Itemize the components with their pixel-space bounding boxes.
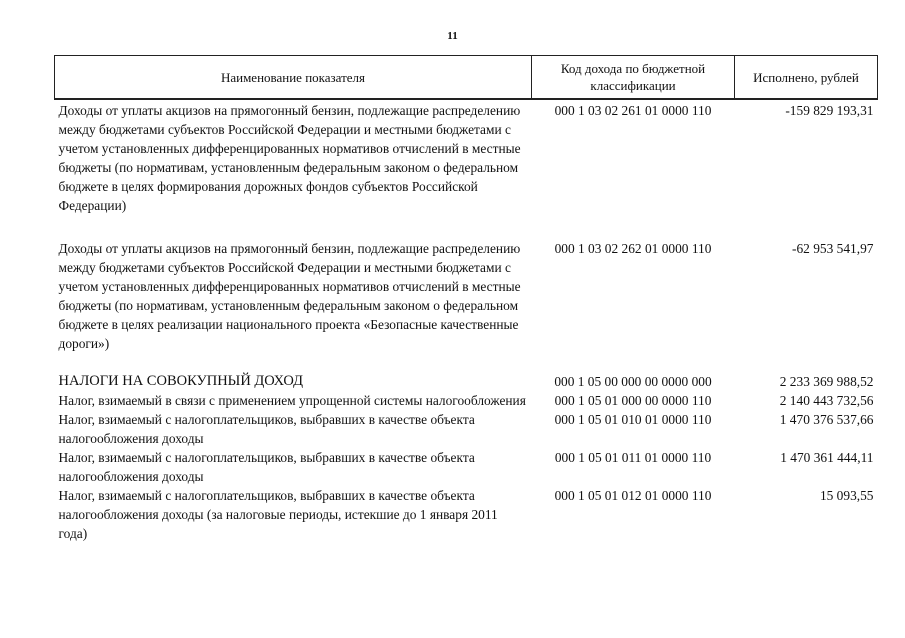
table-row (55, 239, 878, 372)
row-code: 000 1 05 01 012 01 0000 110 (554, 488, 712, 503)
row-value: 1 470 376 537,66 (779, 412, 874, 427)
row-name: НАЛОГИ НА СОВОКУПНЫЙ ДОХОД (58, 373, 304, 389)
row-value: -159 829 193,31 (785, 103, 874, 118)
table-row (55, 486, 878, 543)
table-header-row (55, 56, 878, 100)
table-row (55, 410, 878, 448)
header-executed-amount: Исполнено, рублей (735, 56, 878, 100)
header-revenue-code: Код дохода по бюджетной классификации (532, 56, 735, 100)
row-code: 000 1 03 02 262 01 0000 110 (554, 241, 712, 256)
row-value: 2 140 443 732,56 (779, 393, 874, 408)
row-code: 000 1 05 01 000 00 0000 110 (554, 393, 712, 408)
table-row (55, 99, 878, 239)
row-value: -62 953 541,97 (792, 241, 874, 256)
row-code: 000 1 05 01 011 01 0000 110 (554, 450, 712, 465)
row-name: Налог, взимаемый с налогоплательщиков, выбравших в качестве объекта налогообложения доходы (за налоговые периоды, истекшие до 1 января 2011 года) (58, 488, 498, 541)
page-number: 11 (447, 30, 458, 42)
row-value: 1 470 361 444,11 (780, 450, 874, 465)
row-name: Налог, взимаемый с налогоплательщиков, выбравших в качестве объекта налогообложения доходы (58, 412, 475, 446)
revenue-table (54, 55, 878, 543)
row-name: Доходы от уплаты акцизов на прямогонный бензин, подлежащие распределению между бюджетами субъектов Российской Федерации и местными бюджетами с учетом установленных дифференцированных нормативов отчислений в местные бюджеты (по нормативам, установленным федеральным законом о федеральном бюджете в целях реализации национального проекта «Безопасные качественные дороги») (58, 241, 521, 351)
row-name: Доходы от уплаты акцизов на прямогонный бензин, подлежащие распределению между бюджетами субъектов Российской Федерации и местными бюджетами с учетом установленных дифференцированных нормативов отчислений в местные бюджеты (по нормативам, установленным федеральным законом о федеральном бюджете в целях формирования дорожных фондов субъектов Российской Федерации) (58, 103, 521, 213)
table-row (55, 391, 878, 410)
row-name: Налог, взимаемый с налогоплательщиков, выбравших в качестве объекта налогообложения доходы (58, 450, 475, 484)
row-code: 000 1 03 02 261 01 0000 110 (554, 103, 712, 118)
row-value: 15 093,55 (819, 488, 874, 503)
row-code: 000 1 05 00 000 00 0000 000 (554, 374, 712, 389)
table-row (55, 372, 878, 391)
row-code: 000 1 05 01 010 01 0000 110 (554, 412, 712, 427)
table-header (55, 56, 878, 100)
table-body (55, 99, 878, 543)
row-name: Налог, взимаемый в связи с применением упрощенной системы налогообложения (58, 393, 526, 408)
row-value: 2 233 369 988,52 (779, 374, 874, 389)
header-indicator-name: Наименование показателя (55, 56, 532, 100)
table-row (55, 448, 878, 486)
revenue-table-container (54, 55, 877, 543)
